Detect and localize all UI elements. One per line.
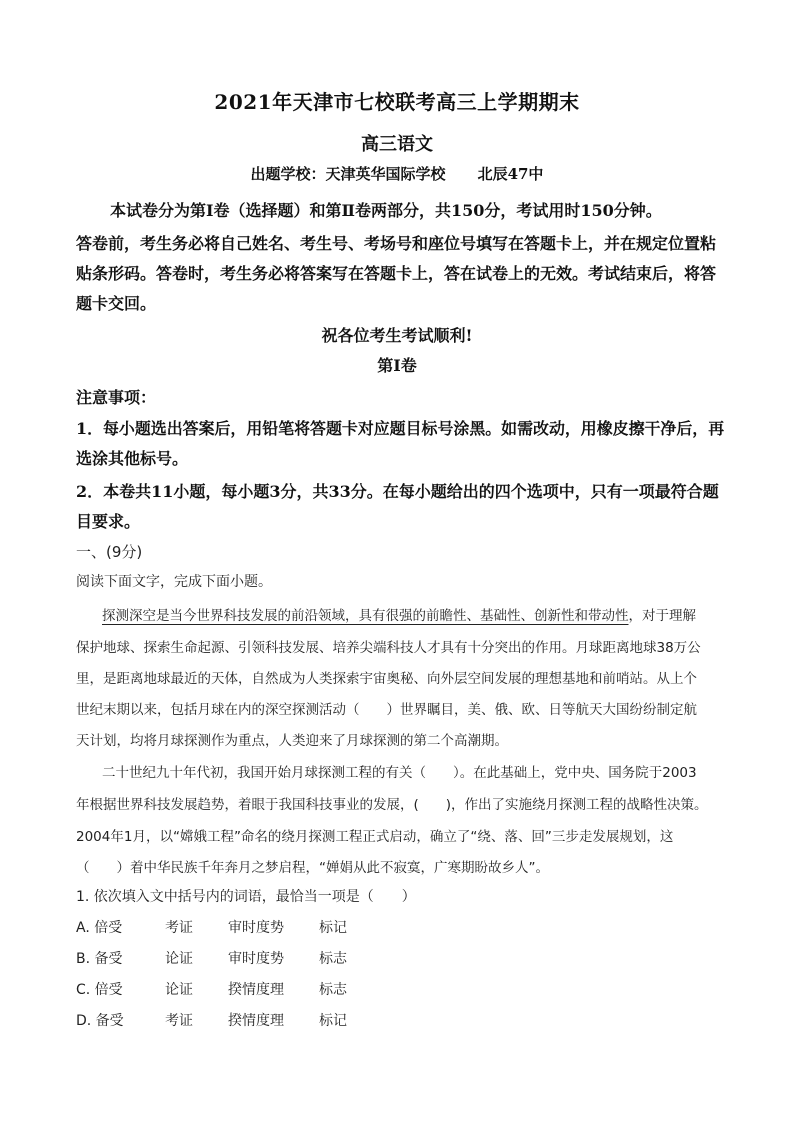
notice-item-1b: 选涂其他标号。 xyxy=(76,449,189,468)
option-b-word-2: 论证 xyxy=(165,951,193,967)
notice-item-1a: 1．每小题选出答案后，用铅笔将答题卡对应题目标号涂黑。如需改动，用橡皮擦干净后，再 xyxy=(76,419,725,438)
section-heading: 一、(9分) xyxy=(76,543,143,561)
passage-p1-line-3: 里，是距离地球最近的天体，自然成为人类探索宇宙奥秘、向外层空间发展的理想基地和前哨站。从上个 xyxy=(76,671,697,687)
option-b-word-3: 审时度势 xyxy=(228,951,284,967)
intro-line-3: 贴条形码。答卷时，考生务必将答案写在答题卡上，答在试卷上的无效。考试结束后，将答 xyxy=(76,264,717,283)
passage-p1-line-2: 保护地球、探索生命起源、引领科技发展、培养尖端科技人才具有十分突出的作用。月球距离地球38万公 xyxy=(76,640,701,656)
school-second: 北辰47中 xyxy=(477,165,544,183)
passage-p2-line-2: 年根据世界科技发展趋势，着眼于我国科技事业的发展，( )，作出了实施绕月探测工程的战略性决策。 xyxy=(76,797,708,813)
option-c-word-4: 标志 xyxy=(319,982,347,998)
exam-subtitle: 高三语文 xyxy=(361,134,433,155)
question-stem: 1. 依次填入文中括号内的词语，最恰当一项是（ ） xyxy=(76,889,416,905)
wish-line: 祝各位考生考试顺利! xyxy=(321,326,473,345)
passage-p2-line-4: （ ）着中华民族千年奔月之梦启程，“婵娟从此不寂寞，广寒期盼故乡人”。 xyxy=(76,860,549,876)
option-d-letter: D. 备受 xyxy=(76,1013,124,1029)
option-a-word-2: 考证 xyxy=(165,920,193,936)
school-line xyxy=(0,163,794,184)
intro-line-4: 题卡交回。 xyxy=(76,294,157,313)
volume-heading: 第Ⅰ卷 xyxy=(377,356,417,375)
option-a-word-4: 标记 xyxy=(319,920,347,936)
notice-item-2b: 目要求。 xyxy=(76,512,141,531)
option-d-word-4: 标记 xyxy=(319,1013,347,1029)
option-c-word-3: 揆情度理 xyxy=(228,982,284,998)
notice-item-2a: 2．本卷共11小题，每小题3分，共33分。在每小题给出的四个选项中，只有一项最符合题 xyxy=(76,482,719,501)
intro-line-2: 答卷前，考生务必将自己姓名、考生号、考场号和座位号填写在答题卡上，并在规定位置粘 xyxy=(76,234,717,253)
option-a-word-3: 审时度势 xyxy=(228,920,284,936)
option-a-letter: A. 倍受 xyxy=(76,920,123,936)
passage-p2-line-3: 2004年1月，以“嫦娥工程”命名的绕月探测工程正式启动，确立了“绕、落、回”三步走发展规划，这 xyxy=(76,829,674,845)
passage-p1-line-5: 天计划，均将月球探测作为重点，人类迎来了月球探测的第二个高潮期。 xyxy=(76,733,508,749)
notice-heading: 注意事项： xyxy=(76,388,157,407)
option-b-word-4: 标志 xyxy=(319,951,347,967)
passage-p1-line-4: 世纪末期以来，包括月球在内的深空探测活动（ ）世界瞩目，美、俄、欧、日等航天大国纷纷制定航 xyxy=(76,702,697,718)
intro-line-1: 本试卷分为第Ⅰ卷（选择题）和第Ⅱ卷两部分，共150分，考试用时150分钟。 xyxy=(110,201,662,220)
option-c-word-2: 论证 xyxy=(165,982,193,998)
passage-underlined-sentence: 探测深空是当今世界科技发展的前沿领域，具有很强的前瞻性、基础性、创新性和带动性 xyxy=(102,608,629,624)
section-instruction: 阅读下面文字，完成下面小题。 xyxy=(76,574,272,590)
option-d-word-3: 揆情度理 xyxy=(228,1013,284,1029)
option-d-word-2: 考证 xyxy=(165,1013,193,1029)
passage-p1-line-1: 探测深空是当今世界科技发展的前沿领域，具有很强的前瞻性、基础性、创新性和带动性，对于理解 xyxy=(102,608,696,624)
passage-p2-line-1: 二十世纪九十年代初，我国开始月球探测工程的有关（ ）。在此基础上，党中央、国务院于2003 xyxy=(102,765,697,781)
school-label: 出题学校：天津英华国际学校 xyxy=(250,165,446,183)
exam-title: 2021年天津市七校联考高三上学期期末 xyxy=(214,90,580,114)
option-b-letter: B. 备受 xyxy=(76,951,123,967)
option-c-letter: C. 倍受 xyxy=(76,982,123,998)
